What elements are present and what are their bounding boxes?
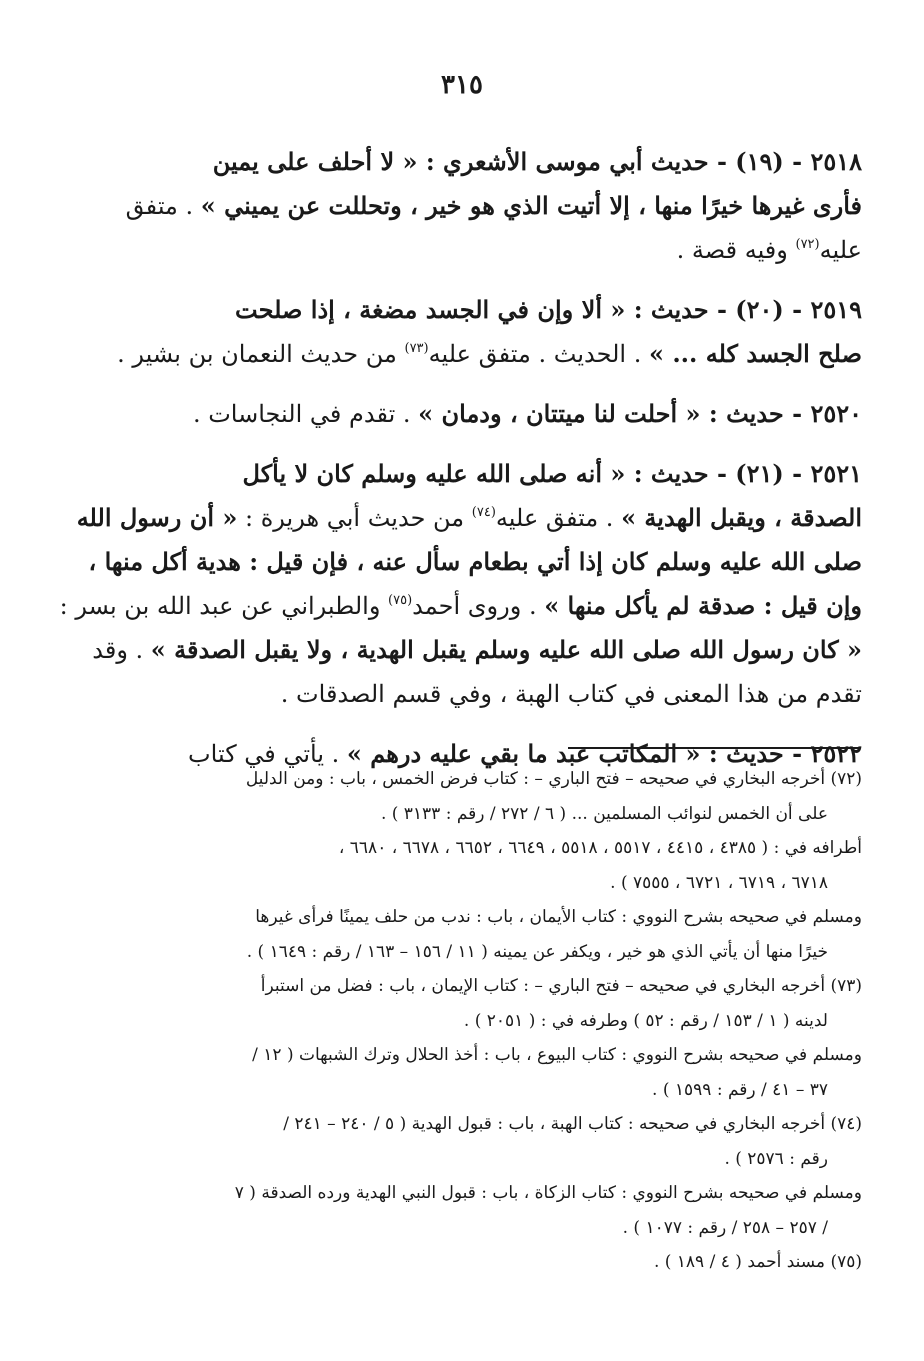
footnote-ref: (٧٣) [404,341,429,356]
text-segment: فأرى غيرها خيرًا منها ، إلا أتيت الذي هو خير ، وتحللت عن يميني » [200,191,862,220]
text-line [59,584,862,628]
text-line [92,628,862,672]
text-line [100,332,862,376]
text-segment: من حديث أبي هريرة : [237,504,472,532]
text-line [100,452,862,496]
footnote-line: أطرافه في : ( ٤٣٨٥ ، ٤٤١٥ ، ٥٥١٧ ، ٥٥١٨ ، ٦٦٤٩ ، ٦٦٥٢ ، ٦٦٧٨ ، ٦٦٨٠ ، [338,838,862,858]
text-segment: الصدقة ، ويقبل الهدية » [621,503,862,532]
page-number: ٣١٥ [441,70,483,100]
hadith-entry [100,140,862,272]
text-line [76,496,862,540]
footnote-line: ٣٧ – ٤١ / رقم : ١٥٩٩ ) . [652,1079,828,1100]
footnotes [100,762,862,1280]
text-segment: ٢٥٢٢ - حديث : « المكاتب عبد ما بقي عليه درهم » [346,739,862,768]
footnote-divider [568,747,860,749]
text-segment: . تقدم في النجاسات . [192,400,419,428]
footnote-line: ومسلم في صحيحه بشرح النووي : كتاب الزكاة ، باب : قبول النبي الهدية ورده الصدقة ( ٧ [234,1183,862,1203]
text-segment: . متفق عليه [495,504,622,532]
hadith-entry [100,392,862,436]
footnote-ref: (٧٥) [388,593,413,608]
footnote-line: (٧٥) مسند أحمد ( ٤ / ١٨٩ ) . [653,1252,862,1272]
text-segment: . وقد [92,636,151,664]
text-segment: صلح الجسد كله ... » [648,339,862,368]
footnote-line: خيرًا منها أن يأتي الذي هو خير ، ويكفر عن يمينه ( ١١ / ١٥٦ – ١٦٣ / رقم : ١٦٤٩ ) . [246,941,828,962]
hadith-entry [100,288,862,376]
text-segment: وفيه قصة . [676,236,796,264]
footnote-line: (٧٣) أخرجه البخاري في صحيحه – فتح الباري – : كتاب الإيمان ، باب : فضل من استبرأ [260,976,862,996]
text-line [100,672,862,716]
text-segment: . متفق [125,192,201,220]
text-line [100,228,862,272]
footnote-line: / ٢٥٧ – ٢٥٨ / رقم : ١٠٧٧ ) . [622,1217,828,1238]
text-line [100,184,862,228]
text-segment: . الحديث . متفق عليه [428,340,649,368]
text-line [100,140,862,184]
text-segment: ٢٥١٨ - (١٩) - حديث أبي موسى الأشعري : « لا أحلف على يمين [212,147,862,176]
footnote-line: لدينه ( ١ / ١٥٣ / رقم : ٥٢ ) وطرفه في : ( ٢٠٥١ ) . [463,1010,828,1031]
text-segment: ٢٥٢١ - (٢١) - حديث : « أنه صلى الله عليه وسلم كان لا يأكل [242,459,862,488]
main-text [59,140,862,792]
text-line [100,288,862,332]
footnote-line: (٧٢) أخرجه البخاري في صحيحه – فتح الباري – : كتاب فرض الخمس ، باب : ومن الدليل [245,769,862,789]
hadith-entry [59,452,862,716]
text-line [88,540,862,584]
footnote-line: رقم : ٢٥٧٦ ) . [724,1148,828,1169]
text-segment: صلى الله عليه وسلم كان إذا أتي بطعام سأل عنه ، فإن قيل : هدية أكل منها ، [88,547,862,576]
footnote-ref: (٧٢) [795,237,820,252]
footnote-line: (٧٤) أخرجه البخاري في صحيحه : كتاب الهبة ، باب : قبول الهدية ( ٥ / ٢٤٠ – ٢٤١ / [283,1114,862,1134]
text-segment: عليه [819,236,862,264]
footnote-line: ومسلم في صحيحه بشرح النووي : كتاب الأيمان ، باب : ندب من حلف يمينًا فرأى غيرها [255,907,862,927]
text-segment: . يأتي في كتاب [188,740,347,768]
footnote-line: ومسلم في صحيحه بشرح النووي : كتاب البيوع ، باب : أخذ الحلال وترك الشبهات ( ١٢ / [252,1045,862,1065]
text-segment: « كان رسول الله صلى الله عليه وسلم يقبل الهدية ، ولا يقبل الصدقة » [150,635,862,664]
footnote-ref: (٧٤) [471,505,496,520]
footnote-line: على أن الخمس لنوائب المسلمين ... ( ٦ / ٢٧٢ / رقم : ٣١٣٣ ) . [380,803,828,824]
text-segment: وإن قيل : صدقة لم يأكل منها » [544,591,862,620]
text-segment: ٢٥٢٠ - حديث : « أحلت لنا ميتتان ، ودمان » [418,399,862,428]
text-segment: ٢٥١٩ - (٢٠) - حديث : « ألا وإن في الجسد مضغة ، إذا صلحت [235,295,862,324]
text-segment: . وروى أحمد [412,592,545,620]
text-segment: تقدم من هذا المعنى في كتاب الهبة ، وفي قسم الصدقات . [280,680,862,708]
text-segment: « أن رسول الله [76,503,238,532]
text-segment: من حديث النعمان بن بشير . [117,340,405,368]
text-segment: والطبراني عن عبد الله بن بسر : [59,592,389,620]
text-line [100,392,862,436]
footnote-line: ٦٧١٨ ، ٦٧١٩ ، ٦٧٢١ ، ٧٥٥٥ ) . [610,872,828,893]
